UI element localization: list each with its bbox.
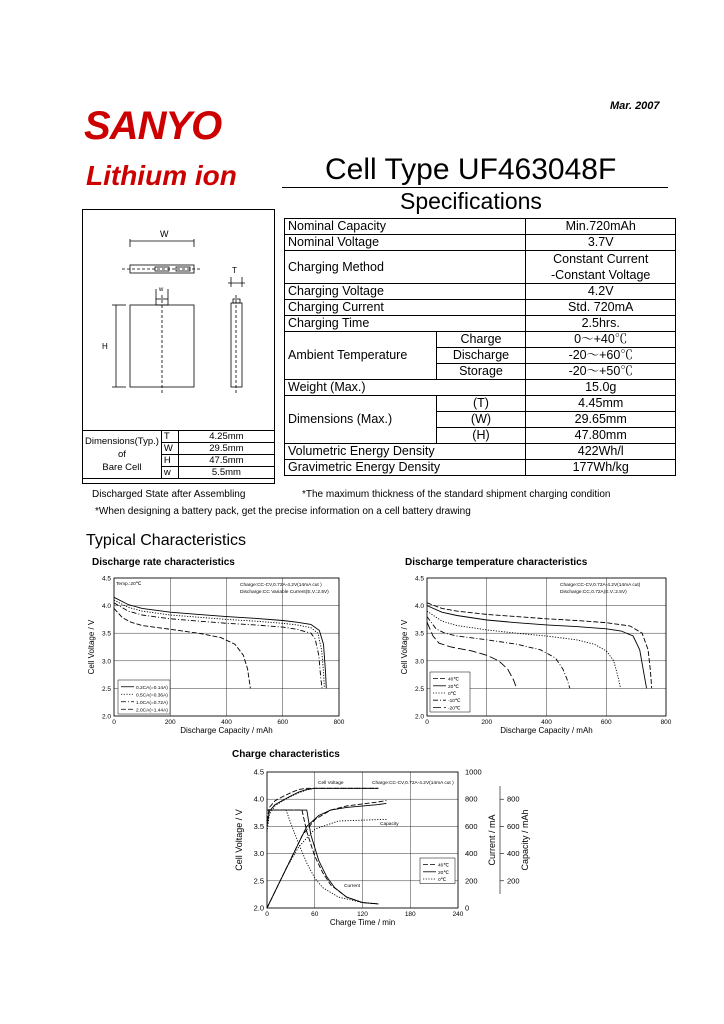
series-line (267, 788, 378, 826)
spec-label: Nominal Voltage (285, 235, 526, 251)
x-tick-label: 400 (541, 719, 552, 726)
document-date: Mar. 2007 (610, 100, 660, 112)
x-tick-label: 240 (452, 911, 464, 918)
spec-label: Nominal Capacity (285, 219, 526, 235)
series-line (267, 803, 386, 908)
x-tick-label: 120 (357, 911, 368, 918)
sanyo-logo: SANYO (84, 104, 222, 148)
dimensions-typ-line: Dimensions(Typ.) (85, 436, 159, 447)
y-tick-label: 4.0 (414, 603, 424, 611)
lithium-ion-logo: Lithium ion (86, 160, 237, 191)
chart-annotation: Charge:CC-CV,0.72A-4.2V(14mA cut ) (240, 583, 322, 588)
note-discharged-state: Discharged State after Assembling (92, 489, 246, 500)
drawing-label-w-upper: W (160, 229, 169, 239)
spec-value: 3.7V (526, 235, 676, 251)
y-tick-label: 3.5 (414, 630, 424, 638)
x-tick-label: 0 (425, 719, 429, 726)
y2-tick-label: 600 (465, 821, 478, 831)
y-tick-label: 3.0 (414, 658, 424, 666)
spec-label: Volumetric Energy Density (285, 444, 526, 460)
y-tick-label: 4.0 (253, 794, 264, 804)
chart-annotation: Capacity (380, 822, 399, 827)
chart-annotation: Discharge:CC,0.72A(E.V.:2.5V) (560, 590, 627, 595)
x-tick-label: 200 (164, 719, 176, 726)
spec-value: 422Wh/l (526, 444, 676, 460)
chart-annotation: Charge:CC-CV,0.72A-4.2V(14mA cut ) (372, 781, 454, 786)
dim-value: 5.5mm (178, 467, 274, 479)
spec-value: 15.0g (526, 380, 676, 396)
legend-label: 0℃ (438, 878, 447, 883)
y2-tick-label: 200 (465, 876, 478, 886)
y-tick-label: 3.0 (101, 658, 111, 666)
spec-label: Gravimetric Energy Density (285, 460, 526, 476)
dim-value: 29.5mm (178, 443, 274, 455)
spec-label: Charging Current (285, 300, 526, 316)
y-axis-label: Cell Voltage / V (87, 619, 96, 675)
x-tick-label: 800 (660, 719, 672, 726)
legend-label: 20℃ (438, 870, 449, 876)
spec-value: -20～+50℃ (526, 364, 676, 380)
note-battery-design: *When designing a battery pack, get the precise information on a cell battery drawing (95, 506, 471, 517)
y-tick-label: 2.0 (414, 713, 424, 721)
spec-label: Dimensions (Max.) (285, 396, 437, 444)
spec-value: 2.5hrs. (526, 316, 676, 332)
typical-characteristics-heading: Typical Characteristics (86, 532, 247, 549)
legend-label: 0℃ (448, 692, 457, 697)
spec-sublabel: Charge (436, 332, 526, 348)
chart-annotation: Charge:CC-CV,0.72A-4.2V(14mA cut) (560, 583, 641, 588)
x-tick-label: 600 (277, 719, 289, 726)
spec-value: Std. 720mA (526, 300, 676, 316)
series-line (114, 608, 250, 688)
dim-key: w (161, 467, 178, 479)
series-line (267, 801, 386, 908)
x-tick-label: 0 (112, 719, 116, 726)
y-axis-label: Cell Voltage / V (234, 809, 244, 871)
dim-value: 4.25mm (178, 431, 274, 443)
chart-annotation: Cell Voltage (318, 781, 344, 786)
y-tick-label: 2.0 (253, 903, 264, 913)
note-max-thickness: *The maximum thickness of the standard shipment charging condition (302, 489, 611, 500)
drawing-label-t: T (232, 266, 237, 275)
series-line (114, 600, 324, 688)
drawing-label-h: H (102, 342, 108, 351)
current-axis-label: Current / mA (487, 814, 497, 866)
legend-label: 40℃ (448, 677, 459, 683)
spec-value: Min.720mAh (526, 219, 676, 235)
y-tick-label: 4.5 (101, 575, 111, 583)
chart-title-charge: Charge characteristics (232, 749, 340, 760)
specifications-heading: Specifications (400, 188, 542, 214)
y-axis-label: Cell Voltage / V (400, 619, 409, 675)
y-tick-label: 4.5 (253, 767, 264, 777)
x-tick-label: 600 (600, 719, 612, 726)
x-tick-label: 400 (221, 719, 232, 726)
y3-tick-label: 200 (507, 876, 520, 886)
legend-label: 2.0CA(=1.44A) (136, 708, 168, 714)
dim-value: 47.5mm (178, 455, 274, 467)
x-tick-label: 180 (404, 911, 416, 918)
spec-value: 177Wh/kg (526, 460, 676, 476)
x-tick-label: 60 (311, 911, 319, 918)
series-line (114, 597, 326, 688)
y-tick-label: 2.0 (101, 713, 111, 721)
legend-label: 40℃ (438, 863, 449, 869)
series-line (267, 810, 378, 904)
spec-sublabel: (W) (436, 412, 526, 428)
y-tick-label: 4.5 (414, 575, 424, 583)
spec-label: Charging Voltage (285, 284, 526, 300)
chart-title-discharge-temperature: Discharge temperature characteristics (405, 557, 588, 568)
y2-tick-label: 800 (465, 794, 478, 804)
charging-method-line: Constant Current (553, 252, 649, 266)
spec-sublabel: (T) (436, 396, 526, 412)
legend-label: 0.2CA(=0.14A) (136, 685, 168, 691)
legend-label: 20℃ (448, 684, 459, 690)
spec-value: -20～+60℃ (526, 348, 676, 364)
chart-title-discharge-rate: Discharge rate characteristics (92, 557, 235, 568)
dim-key: W (161, 443, 178, 455)
charging-method-line: -Constant Voltage (551, 268, 651, 282)
dim-key: H (161, 455, 178, 467)
spec-label: Charging Time (285, 316, 526, 332)
y3-tick-label: 600 (507, 821, 520, 831)
dimensions-typ-line: of (117, 449, 126, 460)
series-line (267, 820, 386, 908)
spec-value: 0～+40℃ (526, 332, 676, 348)
spec-value: 4.2V (526, 284, 676, 300)
y2-tick-label: 1000 (465, 767, 482, 777)
capacity-axis-label: Capacity / mAh (520, 809, 530, 871)
spec-value: 4.45mm (526, 396, 676, 412)
x-axis-label: Discharge Capacity / mAh (500, 726, 593, 735)
x-tick-label: 200 (481, 719, 493, 726)
chart-annotation: Current (344, 884, 360, 889)
x-tick-label: 0 (265, 911, 269, 918)
chart-annotation: Discharge:CC Variable Current(E.V.:2.5V) (240, 590, 329, 595)
x-tick-label: 800 (333, 719, 345, 726)
dimensions-typ-line: Bare Cell (102, 462, 142, 473)
spec-label: Ambient Temperature (285, 332, 437, 380)
x-axis-label: Discharge Capacity / mAh (180, 726, 273, 735)
y-tick-label: 4.0 (101, 603, 111, 611)
y3-tick-label: 800 (507, 794, 520, 804)
dim-key: T (161, 431, 178, 443)
y2-tick-label: 0 (465, 903, 470, 913)
spec-value: 29.65mm (526, 412, 676, 428)
cell-type-title: Cell Type UF463048F (325, 153, 617, 186)
spec-sublabel: Discharge (436, 348, 526, 364)
y3-tick-label: 400 (507, 849, 520, 859)
spec-label: Weight (Max.) (285, 380, 526, 396)
drawing-label-w-lower: w (159, 287, 164, 293)
series-line (267, 810, 378, 904)
y-tick-label: 3.5 (101, 630, 111, 638)
spec-label: Charging Method (285, 251, 526, 284)
chart-annotation: Temp.:20℃ (116, 582, 142, 587)
y-tick-label: 2.5 (101, 685, 111, 693)
y-tick-label: 2.5 (253, 876, 264, 886)
series-line (267, 788, 378, 821)
series-line (267, 810, 378, 904)
y-tick-label: 3.5 (253, 821, 264, 831)
legend-label: 1.0CA(=0.72A) (136, 700, 168, 706)
spec-sublabel: Storage (436, 364, 526, 380)
y-tick-label: 3.0 (253, 849, 264, 859)
y-tick-label: 2.5 (414, 685, 424, 693)
legend-label: -20℃ (448, 706, 461, 712)
spec-sublabel: (H) (436, 428, 526, 444)
y2-tick-label: 400 (465, 849, 478, 859)
spec-value: 47.80mm (526, 428, 676, 444)
x-axis-label: Charge Time / min (329, 918, 396, 927)
legend-label: -10℃ (448, 699, 461, 705)
legend-label: 0.5CA(=0.36A) (136, 693, 168, 699)
